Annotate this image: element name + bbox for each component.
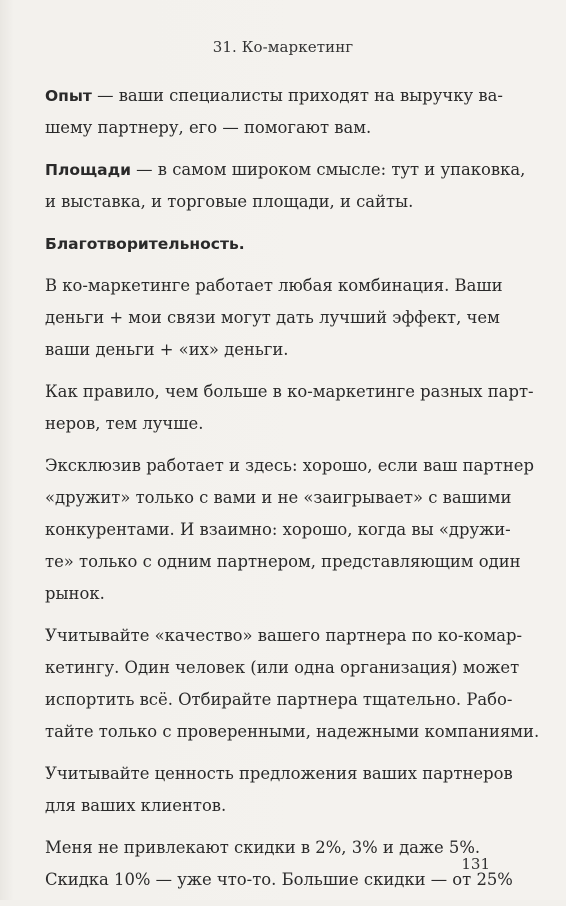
text-line: шему партнеру, его — помогают вам. (45, 118, 372, 137)
paragraph (45, 154, 526, 218)
bold-term: Площади (45, 161, 131, 179)
text-line: В ко-маркетинге работает любая комбинация. Ваши (45, 276, 503, 295)
text-line: для ваших клиентов. (45, 796, 227, 815)
text-line: Меня не привлекают скидки в 2%, 3% и даже 5%. (45, 838, 481, 857)
text-line: Учитывайте «качество» вашего партнера по ко-комар- (45, 626, 523, 645)
bold-heading: Благотворительность. (45, 235, 245, 253)
page-number: 131 (461, 855, 490, 873)
text-line: Скидка 10% — уже что-то. Большие скидки — от 25% (45, 870, 513, 889)
paragraph (45, 758, 513, 822)
text-line: те» только с одним партнером, представляющим один (45, 552, 521, 571)
running-head: 31. Ко-маркетинг (212, 38, 354, 56)
text-line: ваши деньги + «их» деньги. (45, 340, 289, 359)
paragraph (45, 228, 505, 260)
text-line: тайте только с проверенными, надежными компаниями. (45, 722, 540, 741)
paragraph (45, 270, 505, 366)
text-line: конкурентами. И взаимно: хорошо, когда вы «дружи- (45, 520, 511, 539)
text-line: деньги + мои связи могут дать лучший эффект, чем (45, 308, 500, 327)
text-line (45, 228, 505, 260)
text-line: «дружит» только с вами и не «заигрывает» с вашими (45, 488, 512, 507)
text-line: испортить всё. Отбирайте партнера тщательно. Рабо- (45, 690, 513, 709)
text-line: Эксклюзив работает и здесь: хорошо, если ваш партнер (45, 456, 534, 475)
text-line: кетингу. Один человек (или одна организация) может (45, 658, 520, 677)
line-text: — в самом широком смысле: тут и упаковка, (130, 160, 526, 179)
paragraph (45, 832, 513, 896)
paragraph (45, 620, 540, 748)
line-text: — ваши специалисты приходят на выручку ва- (91, 86, 503, 105)
paragraph (45, 376, 534, 440)
text-line (45, 80, 505, 112)
text-line: рынок. (45, 584, 105, 603)
text-line: Как правило, чем больше в ко-маркетинге разных парт- (45, 382, 534, 401)
text-line: неров, тем лучше. (45, 414, 204, 433)
page-body (45, 80, 540, 906)
text-line: и выставка, и торговые площади, и сайты. (45, 192, 414, 211)
bold-term: Опыт (45, 87, 92, 105)
paragraph (45, 80, 505, 144)
text-line: Учитывайте ценность предложения ваших партнеров (45, 764, 513, 783)
text-line (45, 154, 526, 186)
paragraph (45, 450, 534, 610)
